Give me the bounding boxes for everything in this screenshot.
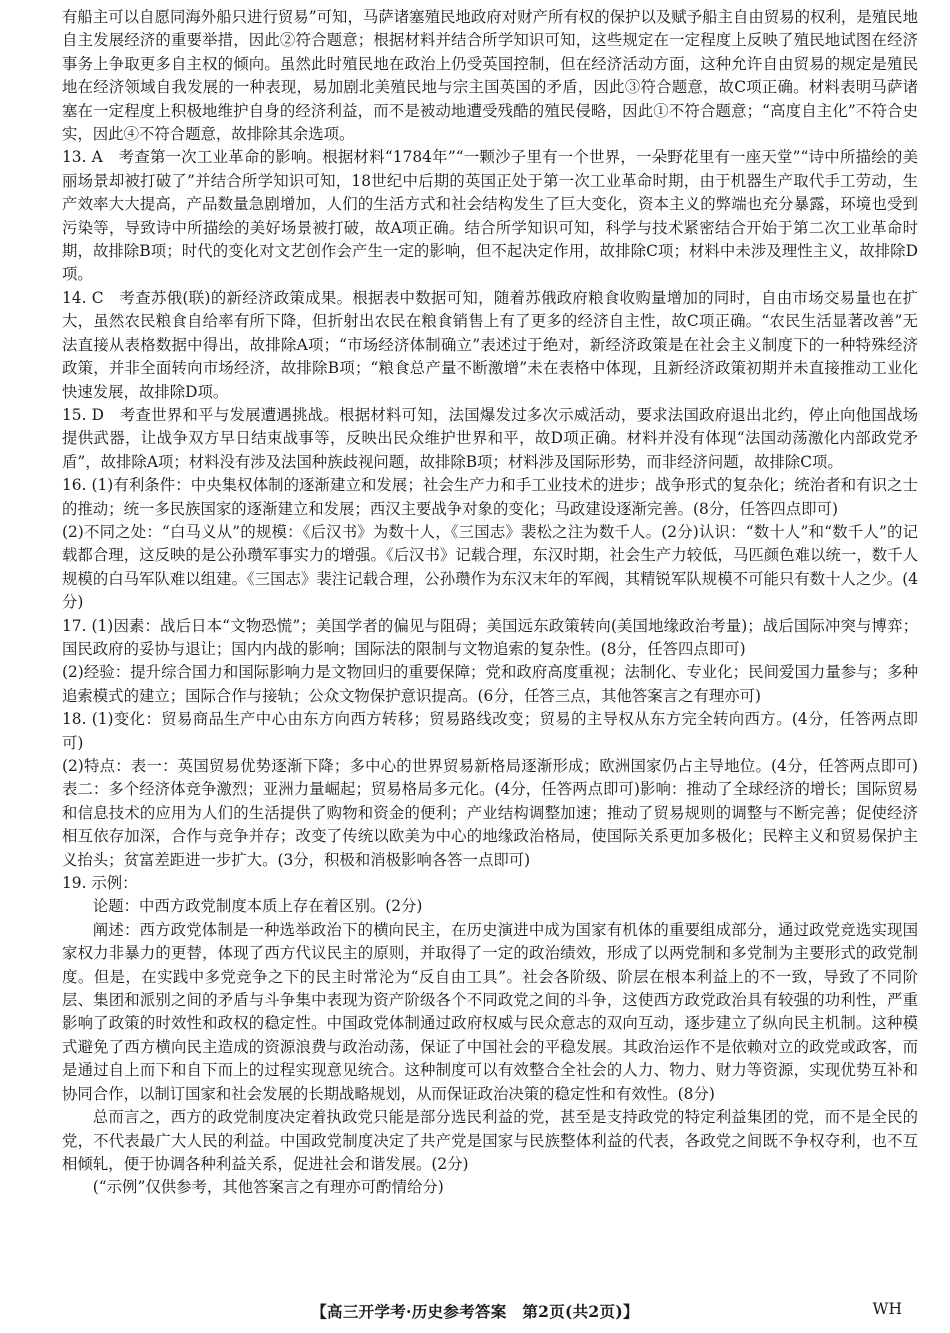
footer-title: 【高三开学考·历史参考答案 第2页(共2页)】 <box>311 1302 639 1321</box>
answer-sheet <box>62 6 918 1200</box>
answer-16-part-1: 16. (1)有利条件：中央集权体制的逐渐建立和发展；社会生产力和手工业技术的进步；战争形式的复杂化；统治者和有识之士的推动；统一多民族国家的逐渐建立和发展；西汉主要战争对象的变化；马政建设逐渐完善。(8分，任答四点即可) <box>62 476 918 518</box>
answer-19-note: (“示例”仅供参考，其他答案言之有理亦可酌情给分) <box>92 1178 444 1197</box>
answer-19-conclusion: 总而言之，西方的政党制度决定着执政党只能是部分选民利益的党，甚至是支持政党的特定利益集团的党，而不是全民的党，不代表最广大人民的利益。中国政党制度决定了共产党是国家与民族整体利益的代表，各政党之间既不争权夺利，也不互相倾轧，便于协调各种利益关系，促进社会和谐发展。(2分) <box>62 1108 918 1173</box>
answer-17-part-2: (2)经验：提升综合国力和国际影响力是文物回归的重要保障；党和政府高度重视；法制化、专业化；民间爱国力量参与；多种追索模式的建立；国际合作与接轨；公众文物保护意识提高。(6分，任答三点，其他答案言之有理亦可) <box>62 663 918 705</box>
answer-19-heading: 19. 示例： <box>62 874 138 893</box>
footer-code: WH <box>872 1300 902 1318</box>
answer-13: 13. A 考查第一次工业革命的影响。根据材料“1784年”“一颗沙子里有一个世界，一朵野花里有一座天堂”“诗中所描绘的美丽场景却被打破了”并结合所学知识可知，18世纪中后期的英国正处于第一次工业革命时期，由于机器生产取代手工劳动，生产效率大大提高，产品数量急剧增加，人们的生活方式和社会结构发生了巨大变化，资本主义的弊端也充分暴露，环境也受到污染等，导致诗中所描绘的美好场景被打破，故A项正确。结合所学知识可知，科学与技术紧密结合开始于第二次工业革命时期，故排除B项；时代的变化对文艺创作会产生一定的影响，但不起决定作用，故排除C项；材料中未涉及理性主义，故排除D项。 <box>62 148 918 284</box>
answer-15: 15. D 考查世界和平与发展遭遇挑战。根据材料可知，法国爆发过多次示威活动，要求法国政府退出北约，停止向他国战场提供武器，让战争双方早日结束战事等，反映出民众维护世界和平，故D项正确。材料并没有体现“法国动荡激化内部政党矛盾”，故排除A项；材料没有涉及法国种族歧视问题，故排除B项；材料涉及国际形势，而非经济问题，故排除C项。 <box>62 405 918 471</box>
answer-19-body: 阐述：西方政党体制是一种选举政治下的横向民主，在历史演进中成为国家有机体的重要组成部分，通过政党竞选实现国家权力非暴力的更替，体现了西方代议民主的原则，并取得了一定的政治绩效，形成了以两党制和多党制为主要形式的政党制度。但是，在实践中多党竞争之下的民主时常沦为“反自由工具”。社会各阶级、阶层在根本利益上的不一致，导致了不同阶层、集团和派别之间的矛盾与斗争集中表现为资产阶级各个不同政党之间的斗争，这使西方政党政治具有较强的功利性，严重影响了政策的时效性和政权的稳定性。中国政党体制通过政府权威与民众意志的双向互动，逐步建立了纵向民主机制。这种模式避免了西方横向民主造成的资源浪费与政治动荡，保证了中国社会的平稳发展。其政治运作不是依赖对立的政党或政客，而是通过自上而下和自下而上的过程实现意见统合。这种制度可以有效整合全社会的人力、物力、财力等资源，实现优势互补和协同合作，以制订国家和社会发展的长期战略规划，从而保证政治决策的稳定性和有效性。(8分) <box>62 920 918 1103</box>
continued-answer-paragraph: 有船主可以自愿同海外船只进行贸易”可知，马萨诸塞殖民地政府对财产所有权的保护以及赋予船主自由贸易的权利，是殖民地自主发展经济的重要举措，因此②符合题意；根据材料并结合所学知识可知，这些规定在一定程度上反映了殖民地试图在经济事务上争取更多自主权的倾向。虽然此时殖民地在政治上仍受英国控制，但在经济活动方面，这种允许自由贸易的规定是殖民地在经济领域自我发展的一种表现，易加剧北美殖民地与宗主国英国的矛盾，因此③符合题意，故C项正确。材料表明马萨诸塞在一定程度上积极地维护自身的经济利益，而不是被动地遭受残酷的殖民侵略，因此①不符合题意；“高度自主化”不符合史实，因此④不符合题意，故排除其余选项。 <box>62 8 918 144</box>
answer-14: 14. C 考查苏俄(联)的新经济政策成果。根据表中数据可知，随着苏俄政府粮食收购量增加的同时，自由市场交易量也在扩大，虽然农民粮食自给率有所下降，但折射出农民在粮食销售上有了更多的经济自主性，故C项正确。“农民生活显著改善”无法直接从表格数据中得出，故排除A项；“市场经济体制确立”表述过于绝对，新经济政策是在社会主义制度下的一种特殊经济政策，并非全面转向市场经济，故排除B项；“粮食总产量不断激增”未在表格中体现，且新经济政策初期并未直接推动工业化快速发展，故排除D项。 <box>62 288 918 401</box>
answer-18-part-1: 18. (1)变化：贸易商品生产中心由东方向西方转移；贸易路线改变；贸易的主导权从东方完全转向西方。(4分，任答两点即可) <box>62 710 918 752</box>
answer-17-part-1: 17. (1)因素：战后日本“文物恐慌”；美国学者的偏见与阻碍；美国远东政策转向(美国地缘政治考量)；战后国际冲突与博弈；国民政府的妥协与退让；国内内战的影响；国际法的限制与文物追索的复杂性。(8分，任答四点即可) <box>62 616 918 658</box>
answer-16-part-2: (2)不同之处：“白马义从”的规模：《后汉书》为数十人，《三国志》裴松之注为数千人。(2分)认识：“数十人”和“数千人”的记载都合理，这反映的是公孙瓒军事实力的增强。《后汉书》记载合理，东汉时期，社会生产力较低，马匹颜色难以统一，数千人规模的白马军队难以组建。《三国志》裴注记载合理，公孙瓒作为东汉末年的军阀，其精锐军队规模不可能只有数十人之少。(4分) <box>62 522 918 612</box>
page-footer <box>0 1300 950 1324</box>
answer-19-thesis: 论题：中西方政党制度本质上存在着区别。(2分) <box>92 897 423 916</box>
answer-18-part-2: (2)特点：表一：英国贸易优势逐渐下降；多中心的世界贸易新格局逐渐形成；欧洲国家仍占主导地位。(4分，任答两点即可)表二：多个经济体竞争激烈；亚洲力量崛起；贸易格局多元化。(4分，任答两点即可)影响：推动了全球经济的增长；国际贸易和信息技术的应用为人们的生活提供了购物和资金的便利；产业结构调整加速；推动了贸易规则的调整与不断完善；促使经济相互依存加深，合作与竞争并存；改变了传统以欧美为中心的地缘政治格局，使国际关系更加多极化；民粹主义和贸易保护主义抬头；贫富差距进一步扩大。(3分，积极和消极影响各答一点即可) <box>62 757 918 869</box>
